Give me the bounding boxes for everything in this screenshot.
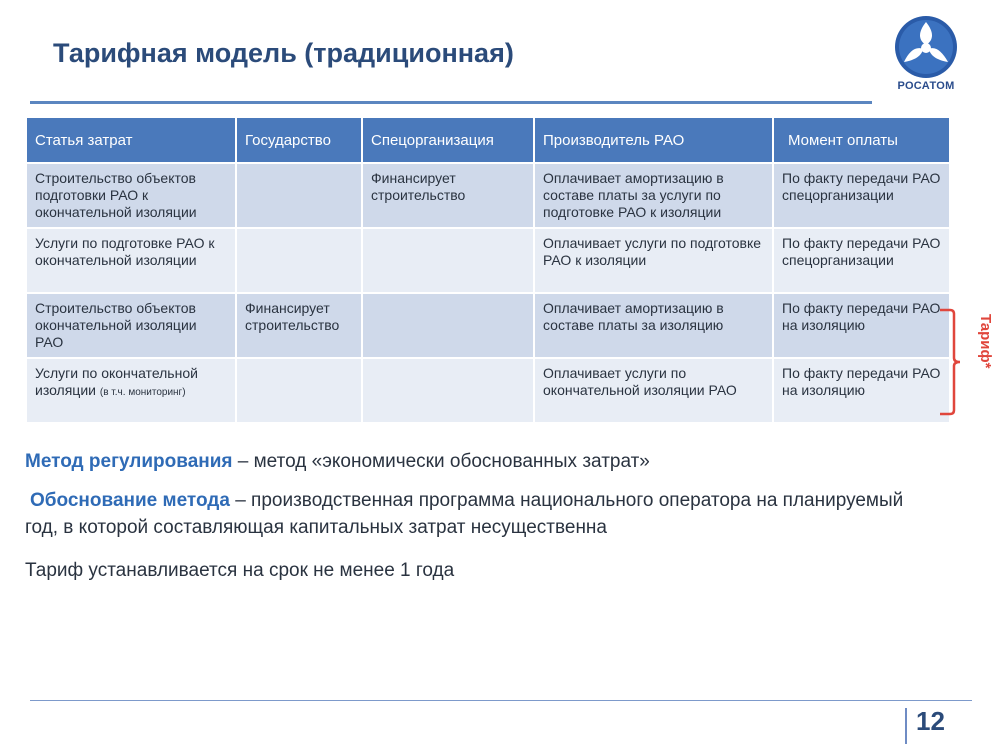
atom-logo-icon <box>890 14 962 80</box>
table-row <box>27 229 949 292</box>
cell-cost-item: Строительство объектов окончательной изоляции РАО <box>27 294 235 357</box>
rosatom-logo <box>890 14 962 96</box>
header-cost-item: Статья затрат <box>27 118 235 162</box>
title-divider <box>30 101 872 104</box>
method-text: – метод «экономически обоснованных затрат» <box>232 451 650 472</box>
page-number-separator <box>905 708 907 744</box>
method-paragraph <box>25 448 925 475</box>
table-row <box>27 164 949 227</box>
table-row <box>27 294 949 357</box>
cell-rao-producer: Оплачивает амортизацию в составе платы за изоляцию <box>535 294 772 357</box>
logo-text: РОСАТОМ <box>897 80 955 92</box>
cell-rao-producer: Оплачивает услуги по окончательной изоляции РАО <box>535 359 772 422</box>
header-special-org: Спецорганизация <box>363 118 533 162</box>
page-number: 12 <box>916 706 945 736</box>
header-payment-moment: Момент оплаты <box>774 118 949 162</box>
cost-item-text: Услуги по окончательной изоляции <box>35 365 198 398</box>
cell-payment-moment: По факту передачи РАО спецорганизации <box>774 229 949 292</box>
tariff-label: Тариф* <box>977 314 994 369</box>
method-label: Метод регулирования <box>25 451 233 472</box>
page-title: Тарифная модель (традиционная) <box>53 38 514 68</box>
cell-special-org <box>363 294 533 357</box>
justification-text: – производственная программа национального оператора на планируемый год, в которой составляющая капитальных затрат несущественна <box>25 490 904 538</box>
table-row <box>27 359 949 422</box>
cell-state: Финансирует строительство <box>237 294 361 357</box>
table-header-row <box>27 118 949 162</box>
cell-cost-item: Услуги по подготовке РАО к окончательной изоляции <box>27 229 235 292</box>
cell-cost-item <box>27 359 235 422</box>
cell-special-org <box>363 359 533 422</box>
cell-payment-moment: По факту передачи РАО на изоляцию <box>774 359 949 422</box>
cell-state <box>237 359 361 422</box>
cell-rao-producer: Оплачивает услуги по подготовке РАО к изоляции <box>535 229 772 292</box>
footer-divider <box>30 700 972 701</box>
justification-paragraph <box>25 487 925 541</box>
cell-payment-moment: По факту передачи РАО спецорганизации <box>774 164 949 227</box>
cell-cost-item: Строительство объектов подготовки РАО к окончательной изоляции <box>27 164 235 227</box>
cell-special-org: Финансирует строительство <box>363 164 533 227</box>
cell-state <box>237 164 361 227</box>
cell-special-org <box>363 229 533 292</box>
justification-label: Обоснование метода <box>30 490 230 511</box>
cost-allocation-table <box>25 116 951 424</box>
cell-payment-moment: По факту передачи РАО на изоляцию <box>774 294 949 357</box>
term-paragraph: Тариф устанавливается на срок не менее 1 года <box>25 560 455 581</box>
cell-rao-producer: Оплачивает амортизацию в составе платы за услуги по подготовке РАО к изоляции <box>535 164 772 227</box>
header-rao-producer: Производитель РАО <box>535 118 772 162</box>
cost-item-note: (в т.ч. мониторинг) <box>99 387 186 398</box>
header-state: Государство <box>237 118 361 162</box>
cell-state <box>237 229 361 292</box>
